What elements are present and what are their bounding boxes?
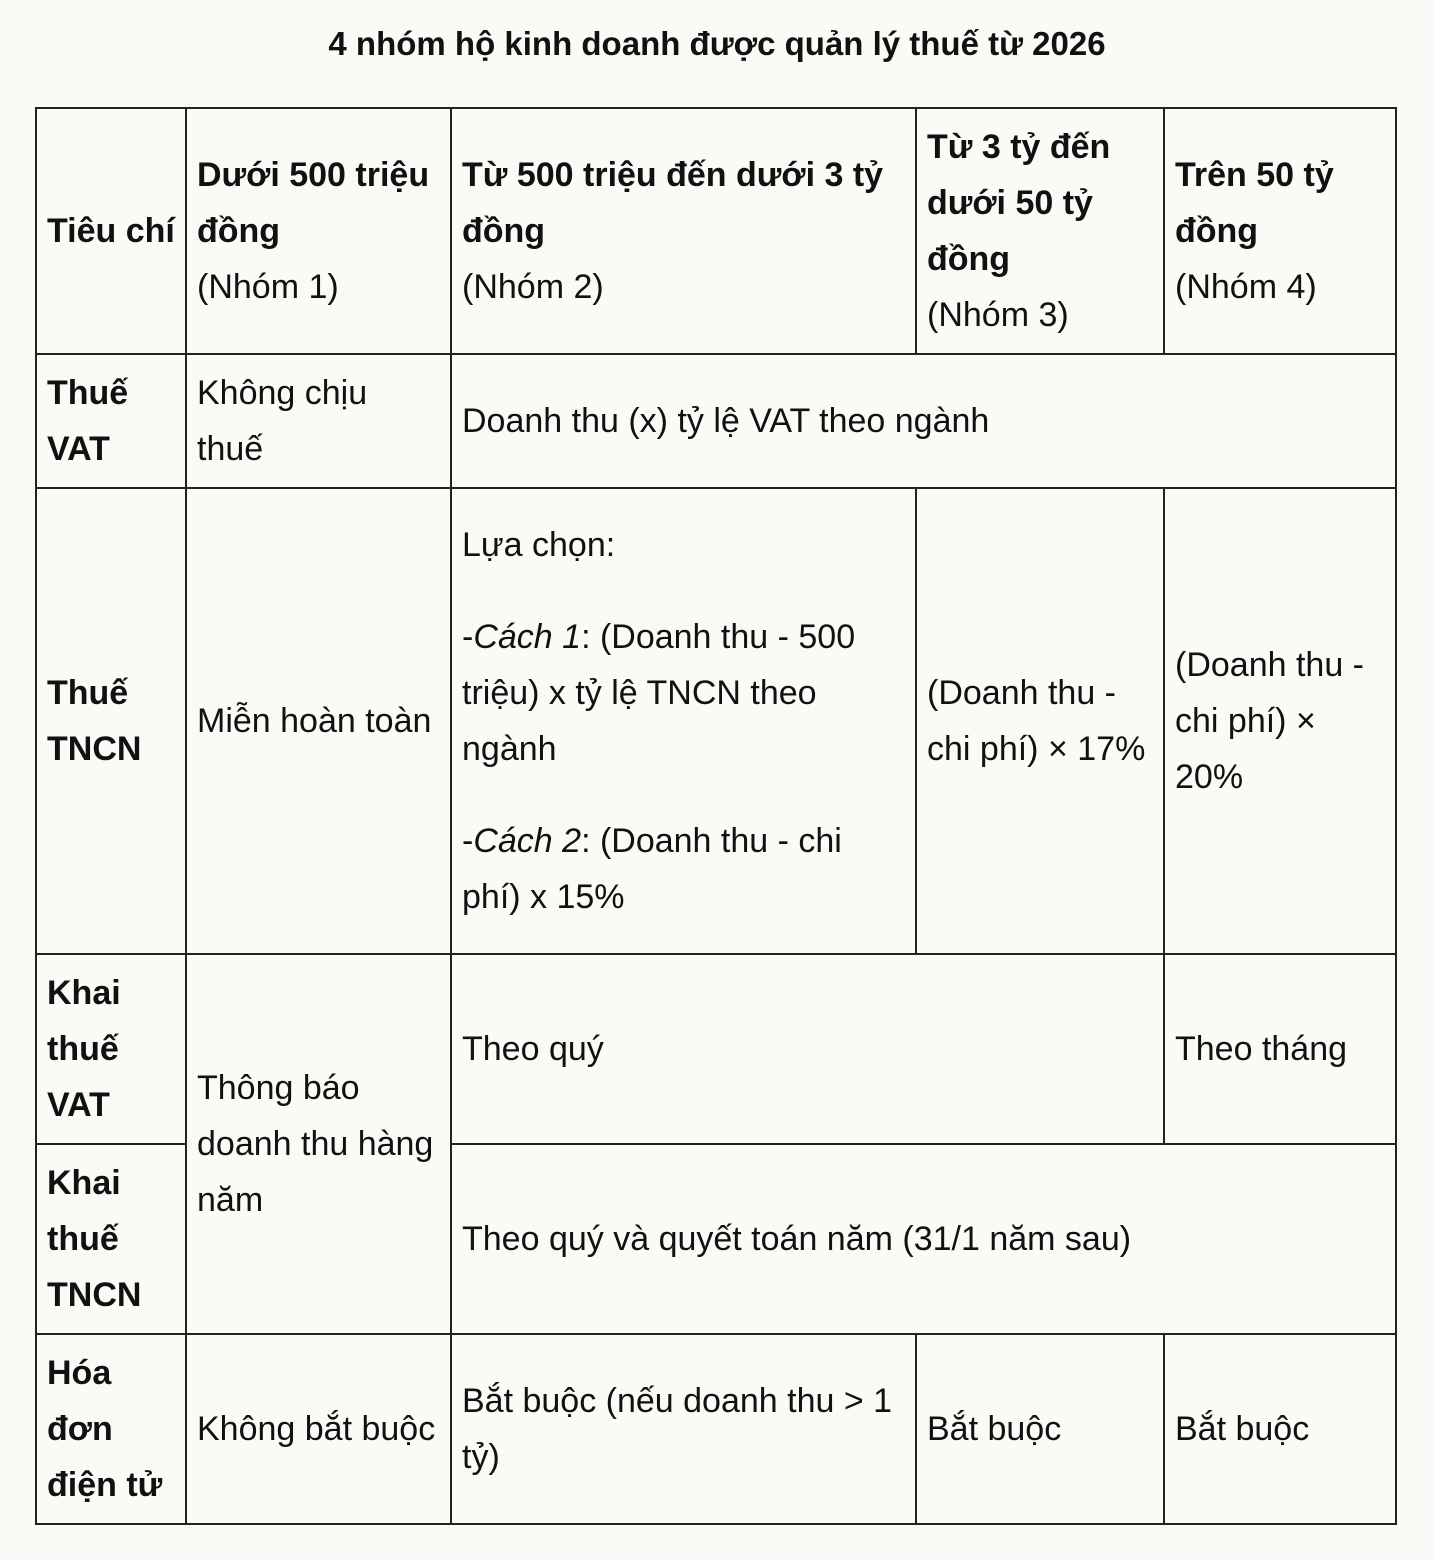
group-2-label: (Nhóm 2) bbox=[462, 268, 604, 306]
pit-option-2 bbox=[462, 813, 905, 925]
group-1-filing: Thông báo doanh thu hàng năm bbox=[186, 954, 451, 1334]
pit-choice-intro: Lựa chọn: bbox=[462, 526, 616, 564]
pit-option-1-name: Cách 1 bbox=[473, 618, 582, 656]
group-3-range: Từ 3 tỷ đến dưới 50 tỷ đồng bbox=[927, 128, 1111, 278]
group-2-range: Từ 500 triệu đến dưới 3 tỷ đồng bbox=[462, 156, 884, 250]
vat-row bbox=[36, 354, 1396, 488]
vat-filing-row bbox=[36, 954, 1396, 1144]
header-group-1 bbox=[186, 108, 451, 354]
pit-option-2-text: : (Doanh thu - chi phí) x 15% bbox=[462, 822, 842, 916]
header-group-4 bbox=[1164, 108, 1396, 354]
page-title: 4 nhóm hộ kinh doanh được quản lý thuế từ 2026 bbox=[328, 25, 1106, 62]
pit-filing-label: Khai thuế TNCN bbox=[36, 1144, 186, 1334]
pit-option-1-text: : (Doanh thu - 500 triệu) x tỷ lệ TNCN theo ngành bbox=[462, 618, 856, 768]
pit-row bbox=[36, 488, 1396, 954]
vat-group-2-4: Doanh thu (x) tỷ lệ VAT theo ngành bbox=[451, 354, 1396, 488]
einvoice-group-2: Bắt buộc (nếu doanh thu > 1 tỷ) bbox=[451, 1334, 916, 1524]
header-group-2 bbox=[451, 108, 916, 354]
tax-groups-table bbox=[35, 107, 1397, 1525]
header-criteria: Tiêu chí bbox=[36, 108, 186, 354]
vat-group-1: Không chịu thuế bbox=[186, 354, 451, 488]
vat-filing-group-4: Theo tháng bbox=[1164, 954, 1396, 1144]
einvoice-row bbox=[36, 1334, 1396, 1524]
header-group-3 bbox=[916, 108, 1164, 354]
vat-filing-group-2-3: Theo quý bbox=[451, 954, 1164, 1144]
group-4-range: Trên 50 tỷ đồng bbox=[1175, 156, 1334, 250]
pit-group-3: (Doanh thu - chi phí) × 17% bbox=[916, 488, 1164, 954]
pit-group-1: Miễn hoàn toàn bbox=[186, 488, 451, 954]
group-1-label: (Nhóm 1) bbox=[197, 268, 339, 306]
einvoice-group-1: Không bắt buộc bbox=[186, 1334, 451, 1524]
header-row bbox=[36, 108, 1396, 354]
pit-group-2 bbox=[451, 488, 916, 954]
vat-row-label: Thuế VAT bbox=[36, 354, 186, 488]
pit-filing-group-2-4: Theo quý và quyết toán năm (31/1 năm sau) bbox=[451, 1144, 1396, 1334]
pit-option-2-name: Cách 2 bbox=[473, 822, 582, 860]
group-1-range: Dưới 500 triệu đồng bbox=[197, 156, 430, 250]
einvoice-group-4: Bắt buộc bbox=[1164, 1334, 1396, 1524]
group-4-label: (Nhóm 4) bbox=[1175, 268, 1317, 306]
pit-option-1 bbox=[462, 609, 905, 777]
pit-group-4: (Doanh thu - chi phí) × 20% bbox=[1164, 488, 1396, 954]
pit-row-label: Thuế TNCN bbox=[36, 488, 186, 954]
group-3-label: (Nhóm 3) bbox=[927, 296, 1069, 334]
pit-option-1-prefix: - bbox=[462, 618, 474, 656]
einvoice-label: Hóa đơn điện tử bbox=[36, 1334, 186, 1524]
einvoice-group-3: Bắt buộc bbox=[916, 1334, 1164, 1524]
pit-option-2-prefix: - bbox=[462, 822, 474, 860]
vat-filing-label: Khai thuế VAT bbox=[36, 954, 186, 1144]
